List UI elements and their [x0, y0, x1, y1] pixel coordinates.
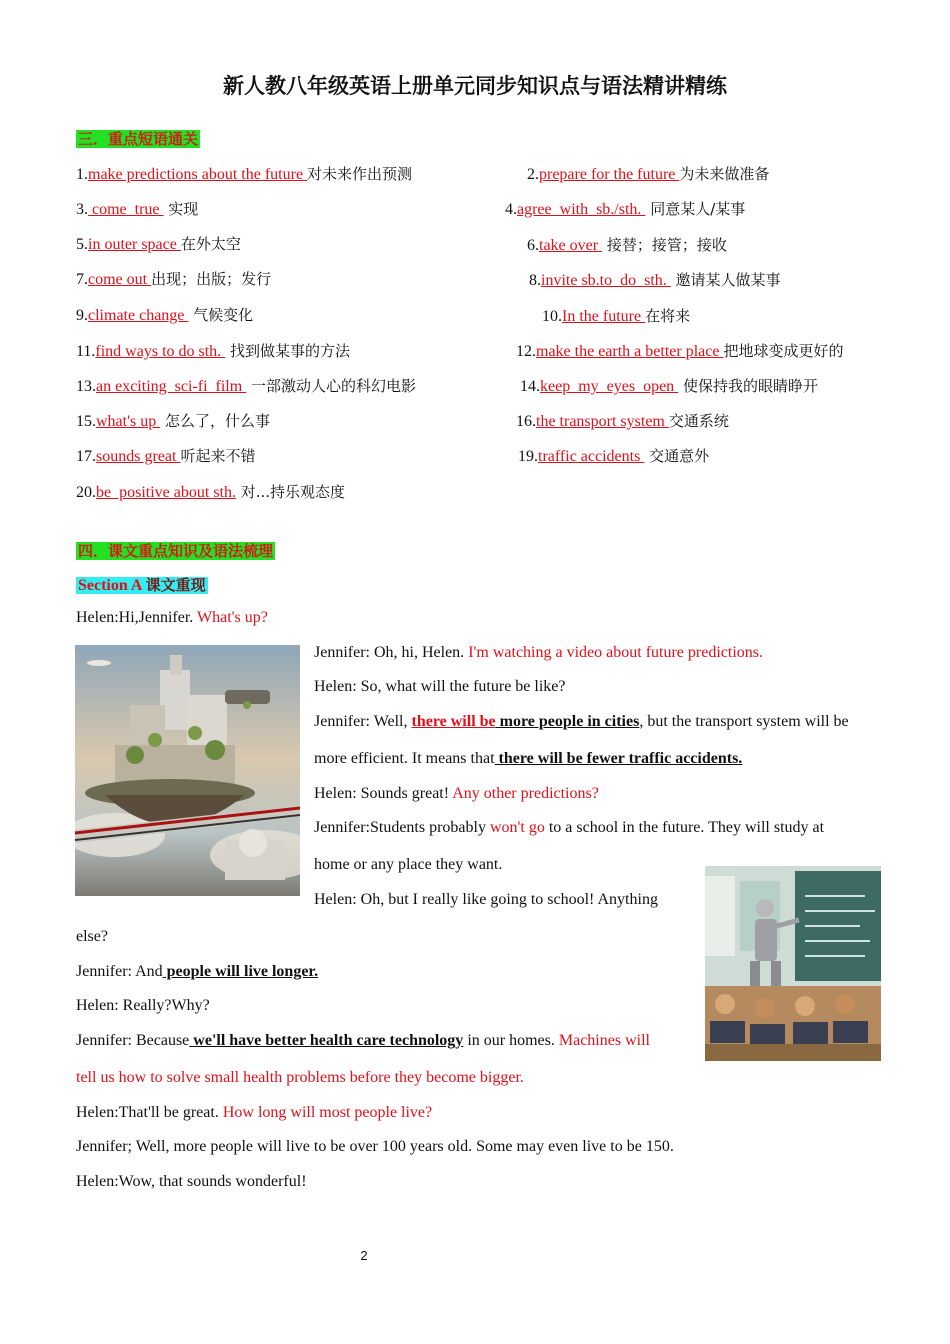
phrase-item: [76, 198, 198, 219]
phrase-english: what's up: [96, 413, 161, 430]
phrase-item: [542, 305, 690, 326]
section-a-label: Section A: [78, 577, 146, 594]
dialog-line-10: else?: [76, 928, 108, 945]
phrase-english: come out: [88, 271, 152, 288]
phrase-number: 6.: [527, 237, 539, 254]
phrase-chinese: 对未来作出预测: [307, 165, 413, 183]
phrase-english: agree with sb./sth.: [517, 201, 646, 218]
phrase-english: prepare for the future: [539, 166, 680, 183]
section-heading-phrases: 三．重点短语通关: [78, 130, 199, 148]
section-a-heading: [76, 574, 208, 595]
phrase-item: [76, 481, 345, 502]
phrase-chinese: 实现: [163, 200, 199, 218]
phrase-english: an exciting sci-fi film: [96, 378, 247, 395]
phrase-item: [518, 445, 709, 466]
phrase-english: invite sb.to do sth.: [541, 272, 671, 289]
dialog-line-13: Jennifer: Because we'll have better health care technology in our homes. Machines will: [76, 1032, 650, 1049]
section-heading-text: 四．课文重点知识及语法梳理: [78, 542, 274, 560]
phrase-english: keep my eyes open: [540, 378, 679, 395]
phrase-item: [520, 375, 818, 396]
phrase-chinese: 在外太空: [180, 235, 241, 253]
phrase-number: 14.: [520, 378, 540, 395]
phrase-number: 11.: [76, 343, 96, 360]
phrase-number: 17.: [76, 448, 96, 465]
phrase-chinese: 使保持我的眼睛睁开: [678, 377, 818, 395]
phrase-chinese: 找到做某事的方法: [225, 342, 350, 360]
dialog-line-3: Helen: So, what will the future be like?: [314, 678, 566, 695]
phrase-english: the transport system: [536, 413, 669, 430]
phrase-chinese: 把地球变成更好的: [723, 342, 844, 360]
phrase-chinese: 同意某人/某事: [645, 200, 746, 218]
phrase-number: 8.: [529, 272, 541, 289]
phrase-english: be positive about sth.: [96, 484, 236, 501]
phrase-number: 19.: [518, 448, 538, 465]
dialog-line-1: Helen:Hi,Jennifer. What's up?: [76, 609, 268, 626]
dialog-line-11: Jennifer: And people will live longer.: [76, 963, 319, 980]
phrase-chinese: 在将来: [645, 307, 691, 325]
phrase-english: make predictions about the future: [88, 166, 308, 183]
phrase-number: 20.: [76, 484, 96, 501]
phrase-chinese: 听起来不错: [180, 447, 256, 465]
phrase-item: [516, 340, 843, 361]
phrase-number: 10.: [542, 308, 562, 325]
page-number: 2: [360, 1248, 368, 1263]
phrase-english: find ways to do sth.: [95, 343, 226, 360]
phrase-english: make the earth a better place: [536, 343, 724, 360]
future-city-image: [75, 645, 300, 896]
phrase-item: [76, 445, 255, 466]
phrase-item: [505, 198, 745, 219]
robot-classroom-image: [705, 866, 881, 1061]
phrase-english: come true: [88, 201, 164, 218]
phrase-number: 2.: [527, 166, 539, 183]
dialog-line-15: Helen:That'll be great. How long will most people live?: [76, 1104, 433, 1121]
phrase-item: [76, 410, 270, 431]
dialog-line-12: Helen: Really?Why?: [76, 997, 210, 1014]
phrase-item: [516, 410, 729, 431]
phrase-item: [76, 268, 271, 289]
dialog-line-9: Helen: Oh, but I really like going to school! Anything: [314, 891, 658, 908]
phrase-item: [527, 163, 769, 184]
phrase-item: [76, 233, 241, 254]
phrase-chinese: 气候变化: [188, 306, 254, 324]
phrase-chinese: 出现；出版；发行: [151, 270, 272, 288]
phrase-number: 3.: [76, 201, 88, 218]
phrase-english: take over: [539, 237, 603, 254]
phrase-chinese: 交通意外: [644, 447, 710, 465]
phrase-number: 12.: [516, 343, 536, 360]
dialog-line-8: home or any place they want.: [314, 856, 503, 873]
page-title: 新人教八年级英语上册单元同步知识点与语法精讲精练: [223, 74, 727, 98]
section-a-sub: 课文重现: [145, 576, 206, 594]
phrase-chinese: 为未来做准备: [679, 165, 770, 183]
phrase-number: 4.: [505, 201, 517, 218]
phrase-chinese: 接替；接管；接收: [602, 236, 727, 254]
phrase-number: 9.: [76, 307, 88, 324]
phrase-english: in outer space: [88, 236, 181, 253]
phrase-chinese: 对...持乐观态度: [235, 483, 346, 501]
phrase-number: 7.: [76, 271, 88, 288]
phrase-item: [76, 375, 416, 396]
phrase-number: 5.: [76, 236, 88, 253]
phrase-english: In the future: [562, 308, 646, 325]
dialog-line-4: Jennifer: Well, there will be more people in cities, but the transport system will be: [314, 713, 849, 730]
phrase-chinese: 邀请某人做某事: [670, 271, 781, 289]
phrase-item: [529, 269, 781, 290]
dialog-line-2: Jennifer: Oh, hi, Helen. I'm watching a video about future predictions.: [314, 644, 763, 661]
phrase-chinese: 一部激动人心的科幻电影: [246, 377, 416, 395]
phrase-number: 1.: [76, 166, 88, 183]
phrase-chinese: 交通系统: [668, 412, 729, 430]
phrase-item: [76, 163, 412, 184]
dialog-line-7: Jennifer:Students probably won't go to a school in the future. They will study at: [314, 819, 825, 836]
phrase-english: climate change: [88, 307, 189, 324]
phrase-number: 16.: [516, 413, 536, 430]
phrase-number: 13.: [76, 378, 96, 395]
dialog-line-6: Helen: Sounds great! Any other predictions?: [314, 785, 599, 802]
phrase-number: 15.: [76, 413, 96, 430]
phrase-item: [76, 304, 253, 325]
phrase-item: [76, 340, 350, 361]
phrase-english: traffic accidents: [538, 448, 645, 465]
phrase-english: sounds great: [96, 448, 181, 465]
phrase-chinese: 怎么了，什么事: [160, 412, 270, 430]
dialog-line-14: tell us how to solve small health problems before they become bigger.: [76, 1069, 524, 1086]
dialog-line-17: Helen:Wow, that sounds wonderful!: [76, 1173, 307, 1190]
phrase-item: [527, 234, 727, 255]
dialog-line-5: more efficient. It means that there will be fewer traffic accidents.: [314, 750, 743, 767]
dialog-line-16: Jennifer; Well, more people will live to be over 100 years old. Some may even live to be 150.: [76, 1138, 674, 1155]
